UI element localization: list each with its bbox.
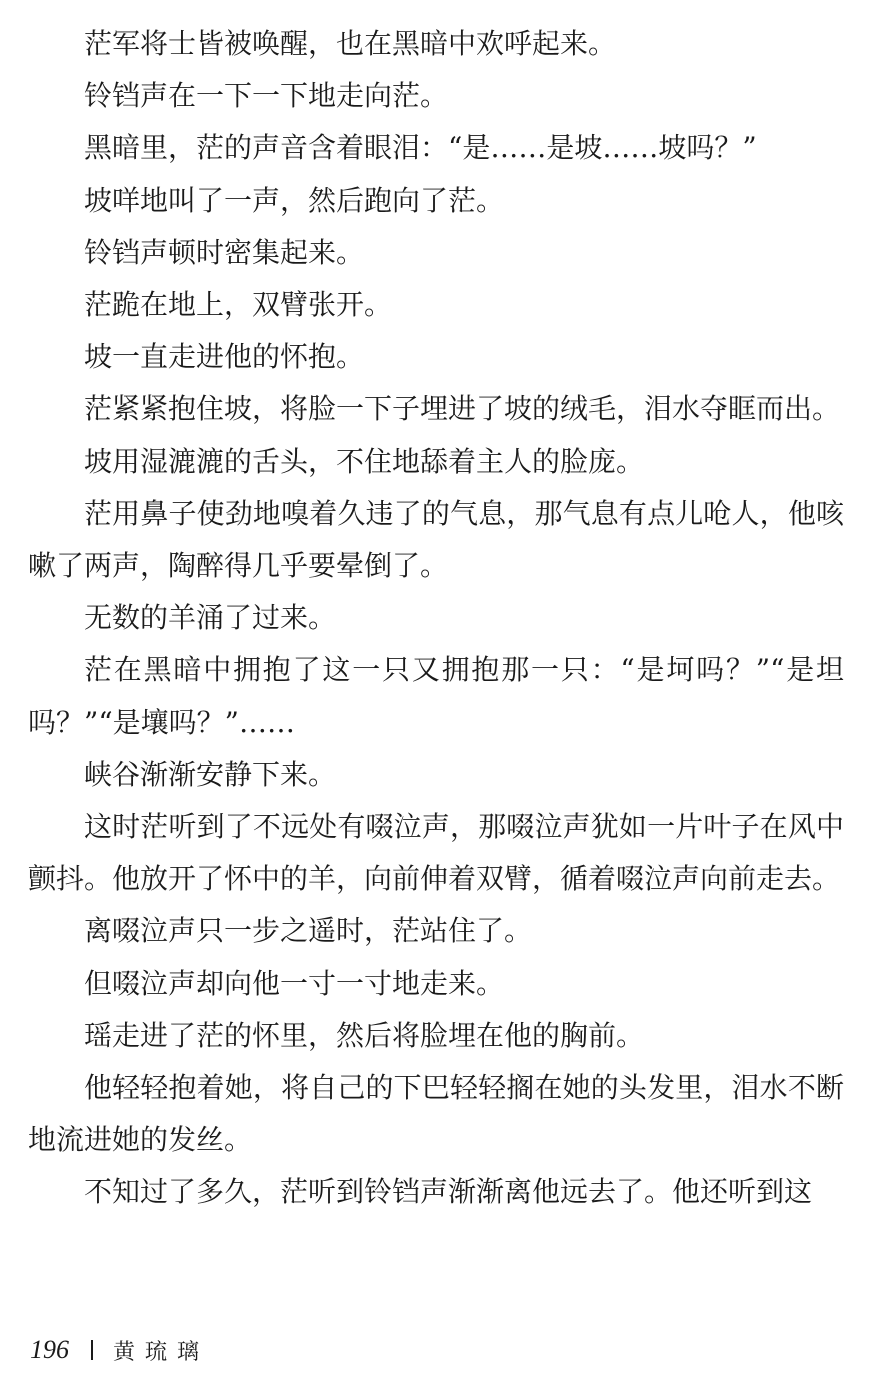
body-text bbox=[28, 18, 844, 1219]
paragraph: 不知过了多久，茫听到铃铛声渐渐离他远去了。他还听到这 bbox=[84, 1175, 813, 1209]
paragraph: 茫紧紧抱住坡，将脸一下子埋进了坡的绒毛，泪水夺眶而出。 bbox=[84, 392, 841, 426]
paragraph: 茫在黑暗中拥抱了这一只又拥抱那一只：“是坷吗？”“是坦吗？”“是壤吗？”…… bbox=[28, 653, 844, 739]
paragraph: 峡谷渐渐安静下来。 bbox=[84, 757, 337, 791]
paragraph: 坡咩地叫了一声，然后跑向了茫。 bbox=[84, 183, 505, 217]
paragraph: 茫军将士皆被唤醒，也在黑暗中欢呼起来。 bbox=[84, 27, 617, 60]
paragraph: 黑暗里，茫的声音含着眼泪：“是……是坡……坡吗？” bbox=[84, 131, 757, 165]
paragraph: 坡用湿漉漉的舌头，不住地舔着主人的脸庞。 bbox=[84, 444, 645, 478]
paragraph: 他轻轻抱着她，将自己的下巴轻轻搁在她的头发里，泪水不断地流进她的发丝。 bbox=[28, 1071, 844, 1157]
paragraph: 坡一直走进他的怀抱。 bbox=[84, 340, 365, 374]
page-number: 196 bbox=[30, 1335, 69, 1364]
paragraph: 茫用鼻子使劲地嗅着久违了的气息，那气息有点儿呛人，他咳嗽了两声，陶醉得几乎要晕倒了。 bbox=[28, 496, 844, 583]
footer-divider bbox=[91, 1340, 93, 1360]
paragraph: 但啜泣声却向他一寸一寸地走来。 bbox=[84, 966, 505, 1000]
paragraph: 瑶走进了茫的怀里，然后将脸埋在他的胸前。 bbox=[84, 1018, 645, 1052]
paragraph: 这时茫听到了不远处有啜泣声，那啜泣声犹如一片叶子在风中颤抖。他放开了怀中的羊，向前伸着双臂，循着啜泣声向前走去。 bbox=[28, 810, 844, 896]
paragraph: 铃铛声顿时密集起来。 bbox=[84, 235, 365, 269]
paragraph: 无数的羊涌了过来。 bbox=[84, 601, 337, 635]
page-footer bbox=[30, 1332, 209, 1368]
paragraph: 茫跪在地上，双臂张开。 bbox=[84, 288, 393, 322]
paragraph: 铃铛声在一下一下地走向茫。 bbox=[84, 79, 449, 113]
paragraph: 离啜泣声只一步之遥时，茫站住了。 bbox=[84, 914, 533, 948]
running-header-author: 黄琉璃 bbox=[113, 1339, 210, 1365]
